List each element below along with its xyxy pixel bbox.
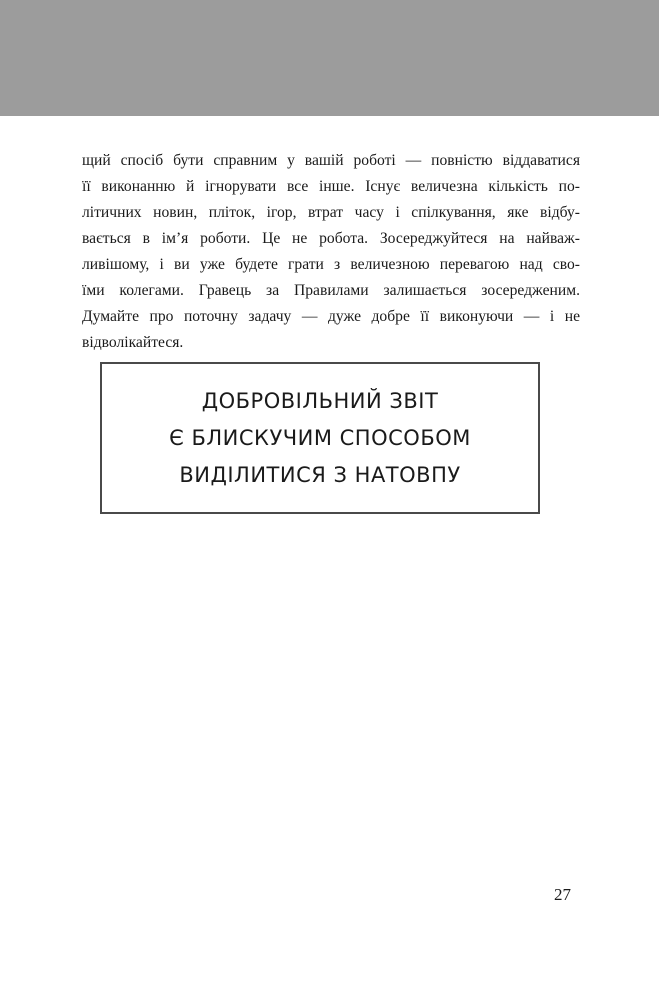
body-line: щий спосіб бути справним у вашій роботі — повністю віддаватися xyxy=(82,152,580,169)
page-number: 27 xyxy=(554,885,571,904)
body-line: їми колегами. Гравець за Правилами залишається зосередженим. xyxy=(82,282,580,299)
callout-line: ДОБРОВІЛЬНИЙ ЗВІТ xyxy=(201,388,439,413)
body-line: Думайте про поточну задачу — дуже добре її виконуючи — і не xyxy=(82,308,580,325)
body-line: її виконанню й ігнорувати все інше. Існує величезна кількість по- xyxy=(82,178,580,195)
body-line: літичних новин, пліток, ігор, втрат часу і спілкування, яке відбу- xyxy=(82,204,580,221)
body-paragraph xyxy=(82,148,580,356)
callout-line: ВИДІЛИТИСЯ З НАТОВПУ xyxy=(179,462,461,487)
header-band xyxy=(0,0,659,116)
body-line: ливішому, і ви уже будете грати з величезною перевагою над сво- xyxy=(82,256,580,273)
callout-line: Є БЛИСКУЧИМ СПОСОБОМ xyxy=(169,425,471,450)
callout-box xyxy=(100,362,540,514)
body-line: вається в ім’я роботи. Це не робота. Зосереджуйтеся на найваж- xyxy=(82,230,580,247)
body-line: відволікайтеся. xyxy=(82,334,184,351)
